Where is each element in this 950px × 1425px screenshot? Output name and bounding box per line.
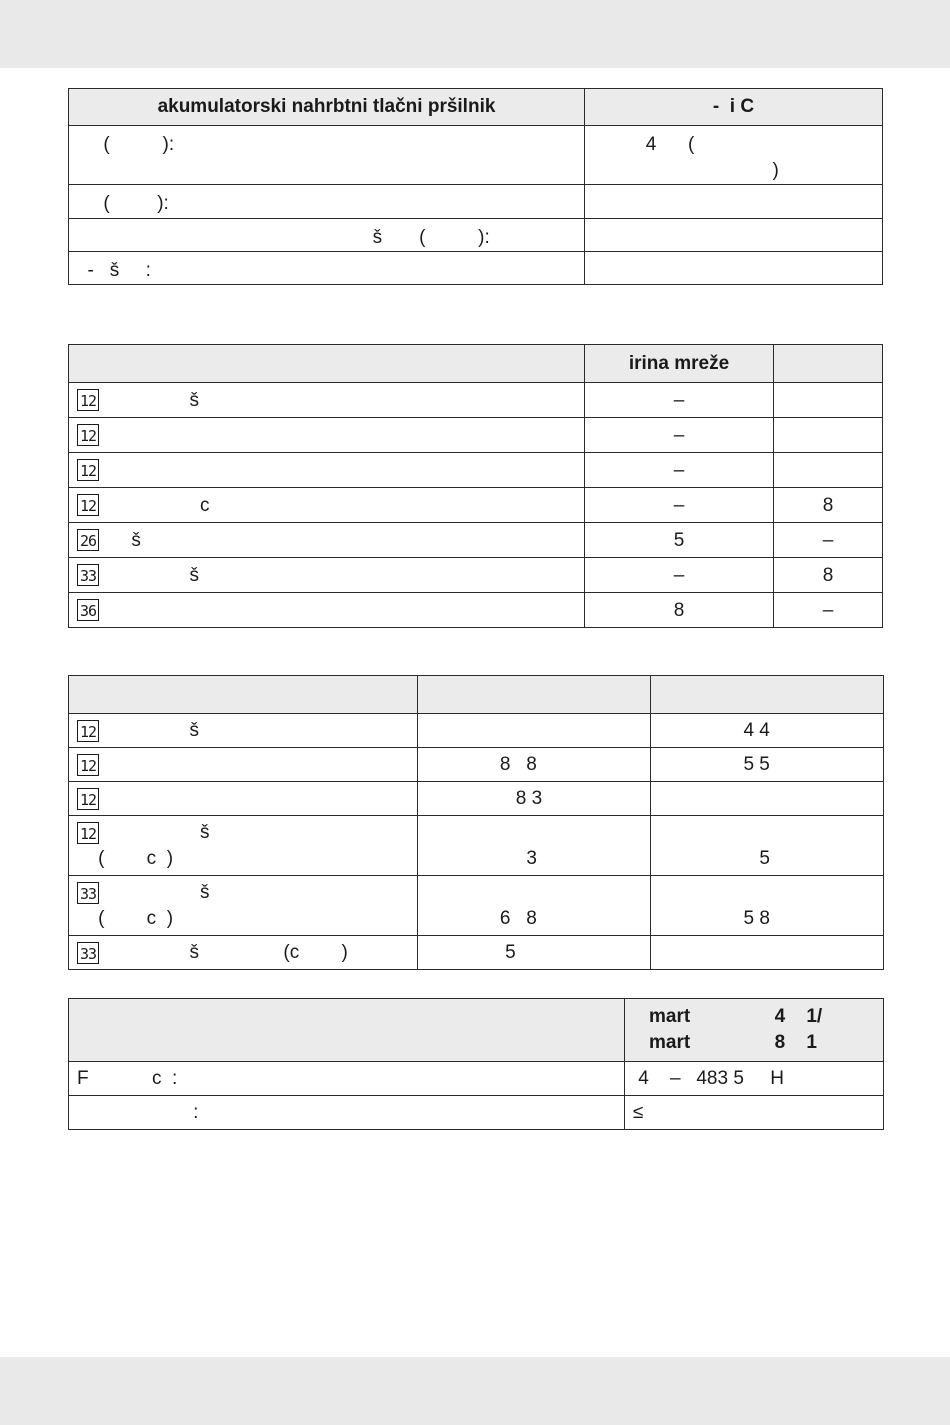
table-cell xyxy=(69,748,418,782)
table-cell: F c : xyxy=(69,1062,625,1096)
reference-number-icon: 12 xyxy=(77,822,99,844)
table-row xyxy=(69,418,883,453)
table-cell: š ( ): xyxy=(69,219,585,252)
table-cell xyxy=(69,418,585,453)
table-cell: 5 xyxy=(418,936,651,970)
table-header-row xyxy=(69,676,884,714)
table-cell: 4 4 xyxy=(651,714,884,748)
reference-number-icon: 12 xyxy=(77,788,99,810)
reference-number-icon: 33 xyxy=(77,882,99,904)
reference-number-icon: 12 xyxy=(77,459,99,481)
table-cell xyxy=(69,453,585,488)
table-cell: – xyxy=(585,418,774,453)
table-row xyxy=(69,488,883,523)
table-cell: ( ): xyxy=(69,126,585,185)
table-cell xyxy=(69,936,418,970)
table-cell: 4 ( ) xyxy=(585,126,883,185)
table-cell: 5 xyxy=(651,816,884,876)
table-cell xyxy=(585,185,883,219)
row-label: š (c ) xyxy=(105,942,348,963)
reference-number-icon: 12 xyxy=(77,754,99,776)
row-label: š ( c ) xyxy=(98,882,210,929)
table-cell: 5 xyxy=(585,523,774,558)
table-row xyxy=(69,714,884,748)
table-cell xyxy=(585,219,883,252)
table-cell: ( ): xyxy=(69,185,585,219)
reference-number-icon: 12 xyxy=(77,720,99,742)
table-cell: 6 8 xyxy=(418,876,651,936)
table-cell: – xyxy=(585,488,774,523)
table-row xyxy=(69,782,884,816)
table-row xyxy=(69,252,883,285)
row-label: š xyxy=(105,389,199,411)
table-cell: 3 xyxy=(418,816,651,876)
reference-number-icon: 12 xyxy=(77,424,99,446)
table-cell xyxy=(774,383,883,418)
table-cell: - š : xyxy=(69,252,585,285)
table-cell xyxy=(774,453,883,488)
table-cell xyxy=(69,488,585,523)
table-cell xyxy=(585,252,883,285)
column-header xyxy=(774,345,883,383)
table-cell xyxy=(774,418,883,453)
row-label: c xyxy=(105,494,210,516)
reference-number-icon: 33 xyxy=(77,942,99,964)
table-header-row xyxy=(69,345,883,383)
table-cell: 5 8 xyxy=(651,876,884,936)
reference-number-icon: 26 xyxy=(77,529,99,551)
table-cell xyxy=(69,714,418,748)
table-cell: 8 8 xyxy=(418,748,651,782)
table-row xyxy=(69,523,883,558)
table-cell xyxy=(69,876,418,936)
table-row xyxy=(69,876,884,936)
measurements-table xyxy=(68,675,884,970)
table-cell xyxy=(69,782,418,816)
table-cell: : xyxy=(69,1096,625,1130)
table-cell: 5 5 xyxy=(651,748,884,782)
table-row xyxy=(69,219,883,252)
table-cell: ≤ xyxy=(625,1096,884,1130)
column-header xyxy=(69,999,625,1062)
header-band xyxy=(0,0,950,68)
table-row xyxy=(69,936,884,970)
column-header: irina mreže xyxy=(585,345,774,383)
column-header xyxy=(69,676,418,714)
table-cell xyxy=(651,782,884,816)
footer-band xyxy=(0,1357,950,1425)
row-label: š xyxy=(105,720,199,741)
table-row xyxy=(69,593,883,628)
row-label: š xyxy=(105,564,199,586)
nozzle-table xyxy=(68,344,883,628)
table-row xyxy=(69,453,883,488)
column-header: - i C xyxy=(585,89,883,126)
table-cell: – xyxy=(585,453,774,488)
table-cell xyxy=(651,936,884,970)
column-header: mart 4 1/ mart 8 1 xyxy=(625,999,884,1062)
table-cell xyxy=(69,558,585,593)
row-label: š xyxy=(105,529,141,551)
column-header: akumulatorski nahrbtni tlačni pršilnik xyxy=(69,89,585,126)
specs-table xyxy=(68,88,883,285)
table-cell: – xyxy=(585,383,774,418)
power-table xyxy=(68,998,884,1130)
table-cell: – xyxy=(774,523,883,558)
table-cell: – xyxy=(774,593,883,628)
table-cell xyxy=(69,593,585,628)
table-cell: 8 xyxy=(774,488,883,523)
reference-number-icon: 36 xyxy=(77,599,99,621)
column-header xyxy=(418,676,651,714)
reference-number-icon: 33 xyxy=(77,564,99,586)
table-row xyxy=(69,383,883,418)
reference-number-icon: 12 xyxy=(77,494,99,516)
table-row xyxy=(69,816,884,876)
table-cell: 8 3 xyxy=(418,782,651,816)
table-cell: 8 xyxy=(774,558,883,593)
table-header-row xyxy=(69,999,884,1062)
row-label: š ( c ) xyxy=(98,822,210,869)
table-cell: 8 xyxy=(585,593,774,628)
column-header xyxy=(651,676,884,714)
table-cell xyxy=(69,523,585,558)
table-cell: – xyxy=(585,558,774,593)
table-row xyxy=(69,748,884,782)
table-row xyxy=(69,126,883,185)
table-cell: 4 – 483 5 H xyxy=(625,1062,884,1096)
table-row xyxy=(69,1096,884,1130)
table-header-row xyxy=(69,89,883,126)
table-row xyxy=(69,1062,884,1096)
table-row xyxy=(69,185,883,219)
table-row xyxy=(69,558,883,593)
reference-number-icon: 12 xyxy=(77,389,99,411)
column-header xyxy=(69,345,585,383)
table-cell xyxy=(69,383,585,418)
table-cell xyxy=(69,816,418,876)
table-cell xyxy=(418,714,651,748)
